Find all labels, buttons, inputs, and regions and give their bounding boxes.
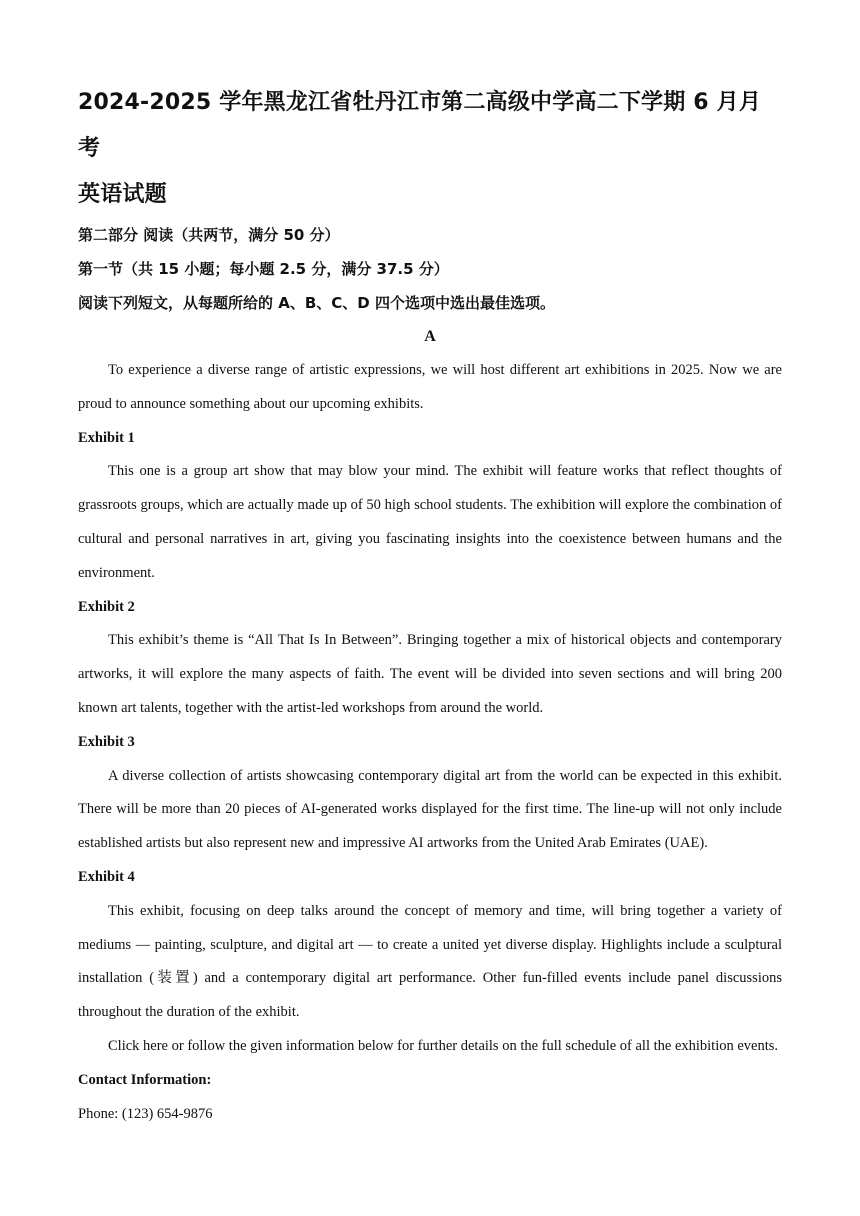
section-heading: 第一节（共 15 小题；每小题 2.5 分，满分 37.5 分） bbox=[78, 260, 449, 278]
part-heading: 第二部分 阅读（共两节，满分 50 分） bbox=[78, 226, 340, 244]
exhibit-1-text: This one is a group art show that may blow your mind. The exhibit will feature works that reflect thoughts of grassroots groups, which are actually made up of 50 high school students. The exhibition will explore the combination of cultural and personal narratives in art, giving you fascinating insights into the coexistence between humans and the environment. bbox=[78, 463, 782, 581]
passage-intro: To experience a diverse range of artistic expressions, we will host different art exhibitions in 2025. Now we are proud to announce something about our upcoming exhibits. bbox=[78, 362, 782, 412]
exhibit-1-heading: Exhibit 1 bbox=[78, 429, 135, 446]
exhibit-2-heading: Exhibit 2 bbox=[78, 598, 135, 615]
exhibit-4-text: This exhibit, focusing on deep talks around the concept of memory and time, will bring together a variety of mediums — painting, sculpture, and digital art — to create a united yet diverse display. Highlights include a sculptural installation (装置) and a contemporary digital art performance. Other fun-filled events include panel discussions throughout the duration of the exhibit. bbox=[78, 902, 782, 1021]
passage-letter: A bbox=[424, 328, 436, 345]
exhibit-2-text: This exhibit’s theme is “All That Is In Between”. Bringing together a mix of historical objects and contemporary artworks, it will explore the many aspects of faith. The event will be divided into seven sections and will bring 200 known art talents, together with the artist-led workshops from around the world. bbox=[78, 632, 782, 716]
closing-paragraph: Click here or follow the given information below for further details on the full schedule of all the exhibition events. bbox=[108, 1037, 779, 1054]
exhibit-3-text: A diverse collection of artists showcasing contemporary digital art from the world can be expected in this exhibit. There will be more than 20 pieces of AI-generated works displayed for the first time. The line-up will not only include established artists but also represent new and impressive AI artworks from the United Arab Emirates (UAE). bbox=[78, 767, 782, 852]
contact-phone: Phone: (123) 654-9876 bbox=[78, 1105, 213, 1122]
document-title-line-1: 2024-2025 学年黑龙江省牡丹江市第二高级中学高二下学期 6 月月考 bbox=[78, 90, 762, 161]
contact-heading: Contact Information: bbox=[78, 1071, 212, 1088]
exhibit-3-heading: Exhibit 3 bbox=[78, 733, 135, 750]
document-page bbox=[78, 80, 782, 1131]
directions: 阅读下列短文，从每题所给的 A、B、C、D 四个选项中选出最佳选项。 bbox=[78, 294, 555, 312]
document-title-line-2: 英语试题 bbox=[78, 182, 167, 207]
exhibit-4-heading: Exhibit 4 bbox=[78, 868, 135, 885]
